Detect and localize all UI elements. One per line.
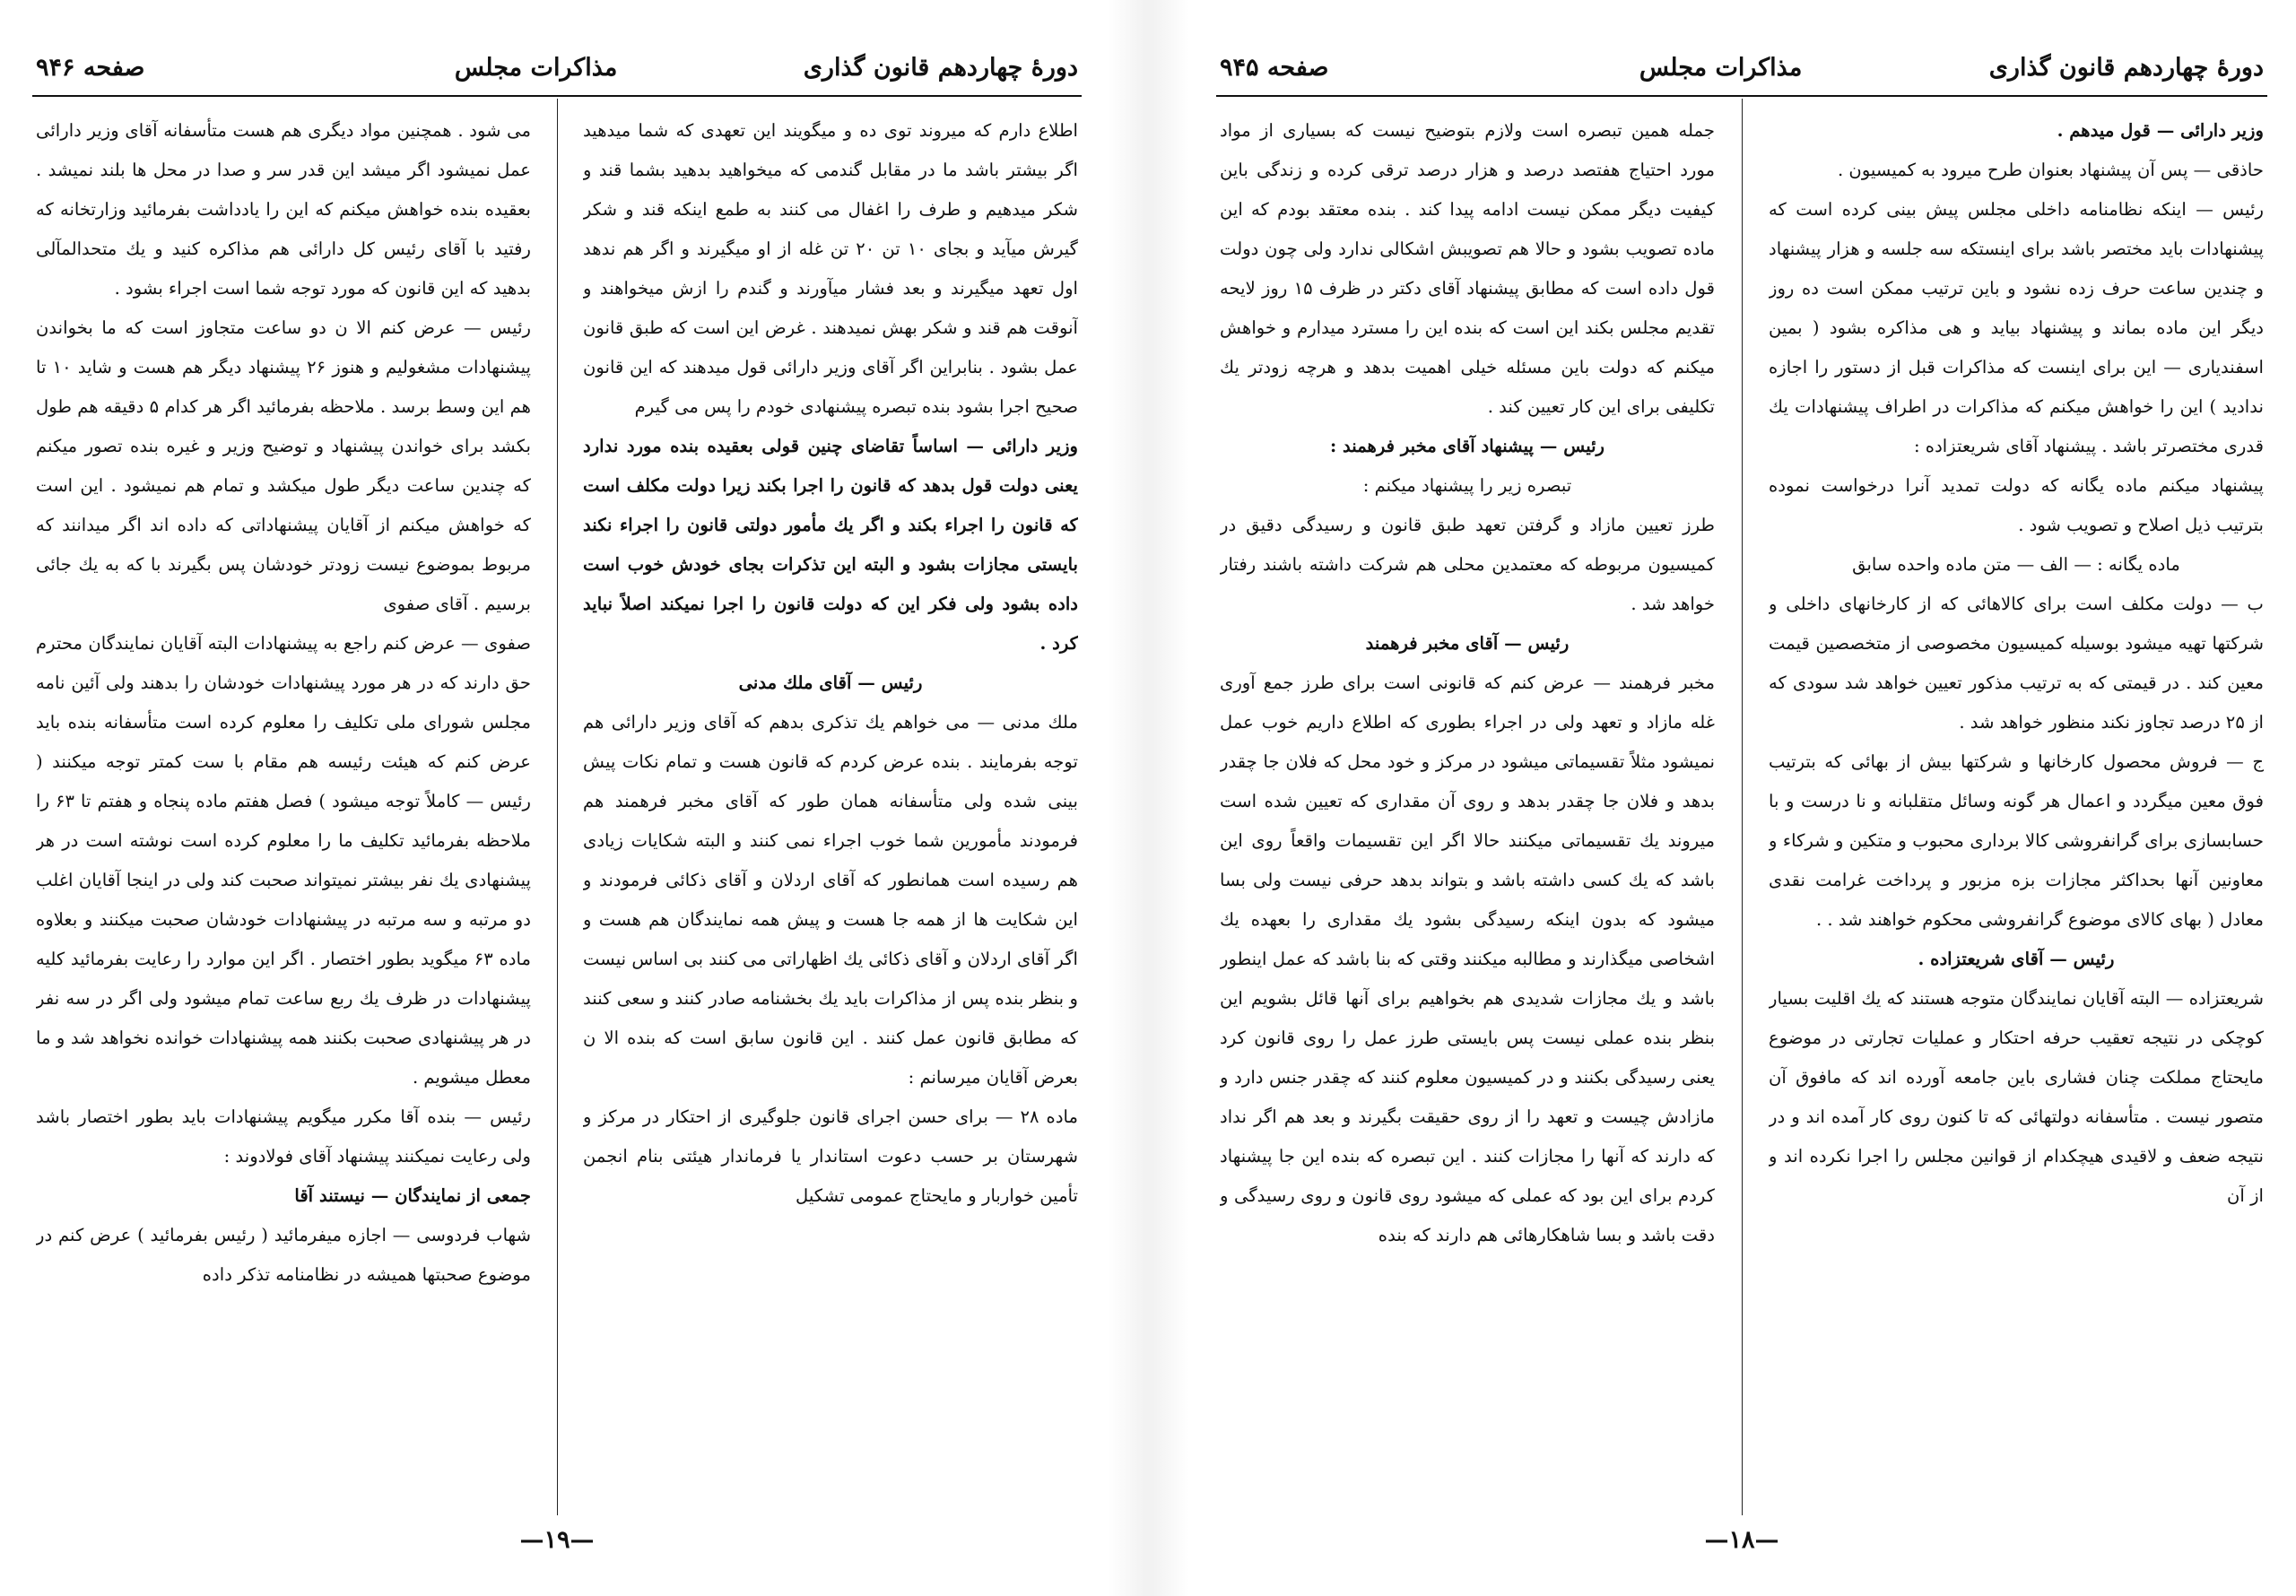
paragraph: می شود . همچنین مواد دیگری هم هست متأسفانه آقای وزیر دارائی عمل نمیشود اگر میشد این قدر سر و صدا در محل ها بلند نمیشد . بعقیده بنده خواهش میکنم که این را یادداشت بفرمائید وزارتخانه که رفتید با آقای رئیس کل دارائی هم مذاکره کنید و یك متحدالمآلی بدهید که این قانون که مورد توجه شما است اجراء بشود . xyxy=(36,120,531,299)
paragraph: تبصره زیر را پیشنهاد میکنم : xyxy=(1362,475,1572,496)
speaker-line: جمعی از نمایندگان — نیستند آقا xyxy=(294,1185,531,1206)
column-left xyxy=(36,111,531,1510)
paragraph: صفوی — عرض کنم راجع به پیشنهادات البته آقایان نمایندگان محترم حق دارند که در هر مورد پیشنهادات خودشان را بدهند ولی آئین نامه مجلس شورای ملی تکلیف را معلوم کرده است متأسفانه بنده باید عرض کنم که هیئت رئیسه هم مقام با ست کمتر توجه میکنند ( رئیس — کاملاً توجه میشود ) فصل هفتم ماده پنجاه و هفتم تا ۶۳ را ملاحظه بفرمائید تکلیف ما را معلوم کرده است نوشته است در هر پیشنهادی یك نفر بیشتر نمیتواند صحبت کند ولی در اینجا آقایان اغلب دو مرتبه و سه مرتبه در پیشنهادات خودشان صحبت میکنند و بعلاوه ماده ۶۳ میگوید بطور اختصار . اگر این موارد را رعایت بفرمائید کلیه پیشنهادات در ظرف یك ربع ساعت تمام میشود ولی اگر در سه نفر در هر پیشنهادی صحبت بکنند همه پیشنهادات خوانده نخواهد شد و ما معطل میشویم . xyxy=(36,633,531,1088)
paragraph: ج — فروش محصول کارخانها و شرکتها بیش از بهائی که بترتیب فوق معین میگردد و اعمال هر گونه وسائل متقلبانه و نا درست و با حسابسازی برای گرانفروشی کالا برداری محبوب و متکین و شرکاء و معاونین آنها بحداکثر مجازات بزه مزبور و پرداخت غرامت نقدی معادل ( بهای کالای موضوع گرانفروشی محکوم خواهند شد . . xyxy=(1769,751,2264,930)
speaker-paragraph: وزیر دارائی — اساساً تقاضای چنین قولی بعقیده بنده مورد ندارد یعنی دولت قول بدهد که قانون را اجرا بکند زیرا دولت مکلف است که قانون را اجراء بکند و اگر یك مأمور دولتی قانون را اجراء نکند بایستی مجازات بشود و البته این تذکرات بجای خودش خوب است داده بشود ولی فکر این که دولت قانون را اجرا نمیکند اصلاً نباید کرد . xyxy=(583,436,1078,654)
paragraph: حاذقی — پس آن پیشنهاد بعنوان طرح میرود به کمیسیون . xyxy=(1837,160,2264,180)
paragraph: رئیس — اینکه نظامنامه داخلی مجلس پیش بینی کرده است که پیشنهادات باید مختصر باشد برای اینستکه سه جلسه و هزار پیشنهاد و چندین ساعت حرف زده نشود و باین ترتیب ممکن است ده روز دیگر این ماده بماند و پیشنهاد بیاید و هی مذاکره بشود ( بمین اسفندیاری — این برای اینست که مذاکرات قبل از دستور را اجازه ندادید ) این را خواهش میکنم که مذاکرات در اطراف پیشنهادات یك قدری مختصرتر باشد . پیشنهاد آقای شریعتزاده : xyxy=(1769,199,2264,456)
paragraph: شهاب فردوسی — اجازه میفرمائید ( رئیس بفرمائید ) عرض کنم در موضوع صحبتها همیشه در نظامنامه تذکر داده xyxy=(36,1225,531,1285)
paragraph: ماده یگانه : — الف — متن ماده واحده سابق xyxy=(1852,554,2180,575)
paragraph: طرز تعیین مازاد و گرفتن تعهد طبق قانون و رسیدگی دقیق در کمیسیون مربوطه که معتمدین محلی هم شرکت داشته باشند رفتار خواهد شد . xyxy=(1220,515,1715,614)
page-header xyxy=(32,45,1082,95)
paragraph: اطلاع دارم که میروند توی ده و میگویند این تعهدی که شما میدهید اگر بیشتر باشد ما در مقابل گندمی که میخواهید بدهید بشما قند و شکر میدهیم و طرف را اغفال می کنند به طمع اینکه قند و شکر گیرش میآید و بجای ۱۰ تن ۲۰ تن غله از او میگیرند و اگر هم ندهد اول تعهد میگیرند و بعد فشار میآورند و گندم را ازش میخواهند و آنوقت هم قند و شکر بهش نمیدهند . غرض این است که طبق قانون عمل بشود . بنابراین اگر آقای وزیر دارائی قول میدهند که این قانون صحیح اجرا بشود بنده تبصره پیشنهادی خودم را پس می گیرم xyxy=(583,120,1078,417)
page-header xyxy=(1216,45,2267,95)
column-right xyxy=(583,111,1078,1510)
page-footer-number: —۱۹— xyxy=(519,1526,595,1554)
header-period: دورهٔ چهاردهم قانون گذاری xyxy=(1988,54,2264,82)
column-divider xyxy=(1742,99,1743,1515)
paragraph: ملك مدنی — می خواهم یك تذکری بدهم که آقای وزیر دارائی هم توجه بفرمایند . بنده عرض کردم که قانون هست و تمام نکات پیش بینی شده ولی متأسفانه همان طور که آقای مخبر فرهمند هم فرمودند مأمورین شما خوب اجراء نمی کنند و البته شکایات زیادی هم رسیده است همانطور که آقای اردلان و آقای ذکائی فرمودند و این شکایت ها از همه جا هست و پیش همه نمایندگان هم هست و اگر آقای اردلان و آقای ذکائی یك اظهاراتی می کنند بی اساس نیست و بنظر بنده پس از مذاکرات باید یك بخشنامه صادر کنند و سعی کنند که مطابق قانون عمل کنند . این قانون سابق است که بنده الا ن بعرض آقایان میرسانم : xyxy=(583,712,1078,1088)
speaker-line: رئیس — آقای ملك مدنی xyxy=(738,672,923,693)
header-title: مذاکرات مجلس xyxy=(454,54,618,82)
speaker-paragraph: وزیر دارائی — قول میدهم . xyxy=(2057,120,2264,141)
column-divider xyxy=(557,99,558,1515)
paragraph: ب — دولت مکلف است برای کالاهائی که از کارخانهای داخلی و شرکتها تهیه میشود بوسیله کمیسیون مخصوصی از متخصصین قیمت معین کند . در قیمتی که به ترتیب مذکور تعیین خواهد شد سودی که از ۲۵ درصد تجاوز نکند منظور خواهد شد . xyxy=(1769,594,2264,733)
page-footer-number: —۱۸— xyxy=(1704,1526,1779,1554)
paragraph: مخبر فرهمند — عرض کنم که قانونی است برای طرز جمع آوری غله مازاد و تعهد ولی در اجراء بطوری که اطلاع داریم خوب عمل نمیشود مثلاً تقسیماتی میشود در مرکز و خود محل که فلان جا چقدر بدهد و فلان جا چقدر بدهد و روی آن مقداری که تعیین شده است میروند یك تقسیماتی میکنند حالا اگر این تقسیمات واقعاً روی این باشد که یك کسی داشته باشد و بتواند بدهد حرفی نیست ولی بسا میشود که بدون اینکه رسیدگی بشود یك مقداری را بعهده یك اشخاصی میگذارند و مطالبه میکنند وقتی که بنا باشد که عمل اینطور باشد و یك مجازات شدیدی هم بخواهیم برای آنها قائل بشویم این بنظر بنده عملی نیست پس بایستی طرز عمل را روی قانون کرد یعنی رسیدگی بکنند و در کمیسیون معلوم کنند که چقدر جنس دارد و مازادش چیست و تعهد را از روی حقیقت بگیرند و بعد هم اگر نداد که دارند که آنها را مجازات کنند . این تبصره که بنده این جا پیشنهاد کردم برای این بود که عملی که میشود روی قانون و روی رسیدگی و دقت باشد و بسا شاهکارهائی هم دارند که بنده xyxy=(1220,672,1715,1245)
header-page-number: صفحه ۹۴۶ xyxy=(36,54,145,82)
speaker-line: رئیس — آقای شریعتزاده . xyxy=(1918,949,2115,969)
paragraph: شریعتزاده — البته آقایان نمایندگان متوجه هستند که یك اقلیت بسیار کوچکی در نتیجه تعقیب حرفه احتکار و عملیات تجارتی در موضوع مایحتاج مملکت چنان فشاری باین جامعه آورده اند که مافوق آن متصور نیست . متأسفانه دولتهائی که تا کنون روی کار آمده اند و در نتیجه ضعف و لاقیدی هیچکدام از قوانین مجلس را اجرا نکرده اند و از آن xyxy=(1769,988,2264,1206)
page-945 xyxy=(1216,45,2267,1569)
paragraph: رئیس — بنده آقا مکرر میگویم پیشنهادات باید بطور اختصار باشد ولی رعایت نمیکنند پیشنهاد آقای فولادوند : xyxy=(36,1106,531,1167)
paragraph: رئیس — عرض کنم الا ن دو ساعت متجاوز است که ما بخواندن پیشنهادات مشغولیم و هنوز ۲۶ پیشنهاد دیگر هم هست و شاید ۱۰ تا هم این وسط برسد . ملاحظه بفرمائید اگر هر کدام ۵ دقیقه هم طول بکشد برای خواندن پیشنهاد و توضیح وزیر و غیره بنده تصور میکنم که چندین ساعت دیگر طول میکشد و تمام هم نمیشود . این است که خواهش میکنم از آقایان پیشنهاداتی که داده اند اگر میدانند که مربوط بموضوع نیست زودتر خودشان پس بگیرند با که به یك جائی برسیم . آقای صفوی xyxy=(36,317,531,614)
book-gutter xyxy=(1109,0,1189,1596)
paragraph: پیشنهاد میکنم ماده یگانه که دولت تمدید آنرا درخواست نموده بترتیب ذیل اصلاح و تصویب شود . xyxy=(1769,475,2264,535)
header-title: مذاکرات مجلس xyxy=(1639,54,1803,82)
paragraph: ماده ۲۸ — برای حسن اجرای قانون جلوگیری از احتکار در مرکز و شهرستان بر حسب دعوت استاندار یا فرماندار هیئتی بنام انجمن تأمین خواربار و مایحتاج عمومی تشکیل xyxy=(583,1106,1078,1206)
header-rule xyxy=(1216,95,2267,97)
header-rule xyxy=(32,95,1082,97)
column-left xyxy=(1220,111,1715,1510)
header-period: دورهٔ چهاردهم قانون گذاری xyxy=(803,54,1078,82)
speaker-line: رئیس — آقای مخبر فرهمند xyxy=(1365,633,1570,654)
speaker-line: رئیس — پیشنهاد آقای مخبر فرهمند : xyxy=(1329,436,1605,456)
paragraph: جمله همین تبصره است ولازم بتوضیح نیست که بسیاری از مواد مورد احتیاج هفتصد درصد و هزار درصد ترقی کرده و زندگی باین کیفیت دیگر ممکن نیست ادامه پیدا کند . بنده معتقد بودم که این ماده تصویب بشود و حالا هم تصویبش اشکالی ندارد ولی چون دولت قول داده است که مطابق پیشنهاد آقای دکتر در ظرف ۱۵ روز لایحه تقدیم مجلس بکند این است که بنده این را مسترد میدارم و خواهش میکنم که دولت باین مسئله خیلی اهمیت بدهد و هرچه زودتر یك تکلیفی برای این کار تعیین کند . xyxy=(1220,120,1715,417)
column-right xyxy=(1769,111,2264,1510)
header-page-number: صفحه ۹۴۵ xyxy=(1220,54,1329,82)
page-946 xyxy=(32,45,1082,1569)
